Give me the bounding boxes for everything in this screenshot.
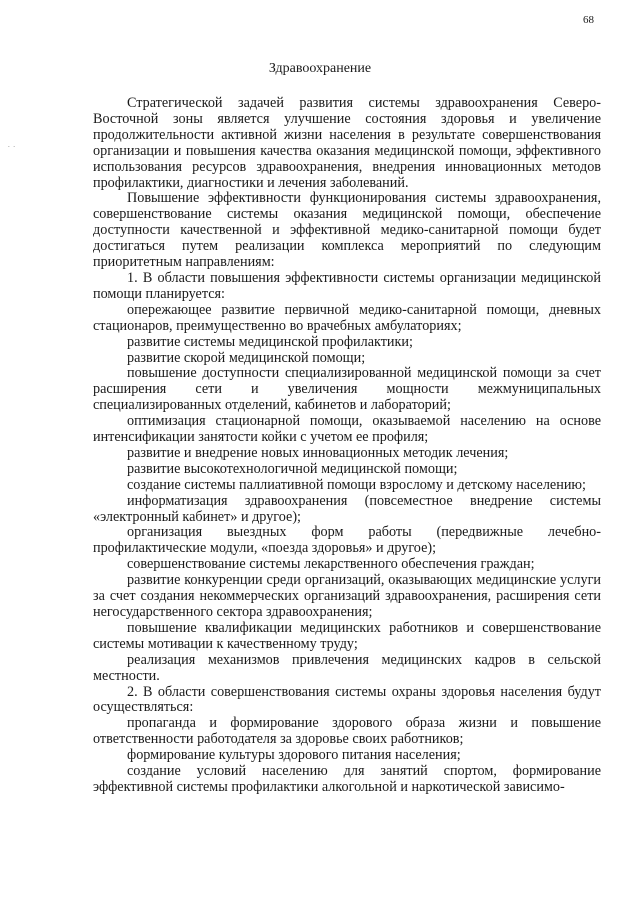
list-item: организация выездных форм работы (передвижные лечебно-профилактические модули, «поезда здоровья» и другое); — [93, 524, 601, 557]
paragraph: 1. В области повышения эффективности системы организации медицинской помощи планируется: — [93, 269, 601, 302]
page-title: Здравоохранение — [268, 61, 372, 76]
list-item: пропаганда и формирование здорового образа жизни и повышение ответственности работодателя за здоровье своих работников; — [93, 715, 601, 748]
list-item: развитие высокотехнологичной медицинской помощи; — [127, 460, 458, 477]
list-item: развитие скорой медицинской помощи; — [127, 349, 366, 366]
list-item: повышение доступности специализированной медицинской помощи за счет расширения сети и увеличения мощности межмуниципальных специализированных отделений, кабинетов и лабораторий; — [93, 365, 601, 414]
list-item: формирование культуры здорового питания населения; — [127, 747, 461, 764]
list-item: развитие конкуренции среди организаций, оказывающих медицинские услуги за счет создания некоммерческих организаций здравоохранения, расширения сети негосударственного сектора здравоохранения; — [93, 572, 601, 620]
list-item: информатизация здравоохранения (повсеместное внедрение системы «электронный кабинет» и другое); — [93, 492, 601, 525]
document-body — [93, 96, 601, 796]
list-item: совершенствование системы лекарственного обеспечения граждан; — [127, 556, 535, 573]
list-item: развитие системы медицинской профилактики; — [127, 333, 413, 350]
paragraph: 2. В области совершенствования системы охраны здоровья населения будут осуществляться: — [93, 683, 601, 716]
paragraph: Стратегической задачей развития системы здравоохранения Северо-Восточной зоны является улучшение состояния здоровья и увеличение продолжительности активной жизни населения в результате совершенствования организации и повышения качества оказания медицинской помощи, эффективного использования ресурсов здравоохранения, внедрения инновационных методов профилактики, диагностики и лечения заболеваний. — [93, 95, 601, 191]
list-item: реализация механизмов привлечения медицинских кадров в сельской местности. — [93, 651, 601, 684]
list-item: развитие и внедрение новых инновационных методик лечения; — [127, 444, 509, 461]
list-item: повышение квалификации медицинских работников и совершенствование системы мотивации к качественному труду; — [93, 619, 601, 652]
list-item: создание условий населению для занятий спортом, формирование эффективной системы профилактики алкогольной и наркотической зависимо- — [93, 763, 601, 795]
list-item: опережающее развитие первичной медико-санитарной помощи, дневных стационаров, преимущественно во врачебных амбулаториях; — [93, 301, 601, 334]
paragraph: Повышение эффективности функционирования системы здравоохранения, совершенствование системы оказания медицинской помощи, обеспечение доступности качественной и эффективной медико-санитарной помощи будет достигаться путем реализации комплекса мероприятий по следующим приоритетным направлениям: — [93, 190, 601, 271]
list-item: оптимизация стационарной помощи, оказываемой населению на основе интенсификации занятости койки с учетом ее профиля; — [93, 413, 601, 446]
page-number: 68 — [583, 14, 594, 26]
list-item: создание системы паллиативной помощи взрослому и детскому населению; — [127, 476, 586, 493]
scan-artifact: . . — [8, 141, 15, 149]
